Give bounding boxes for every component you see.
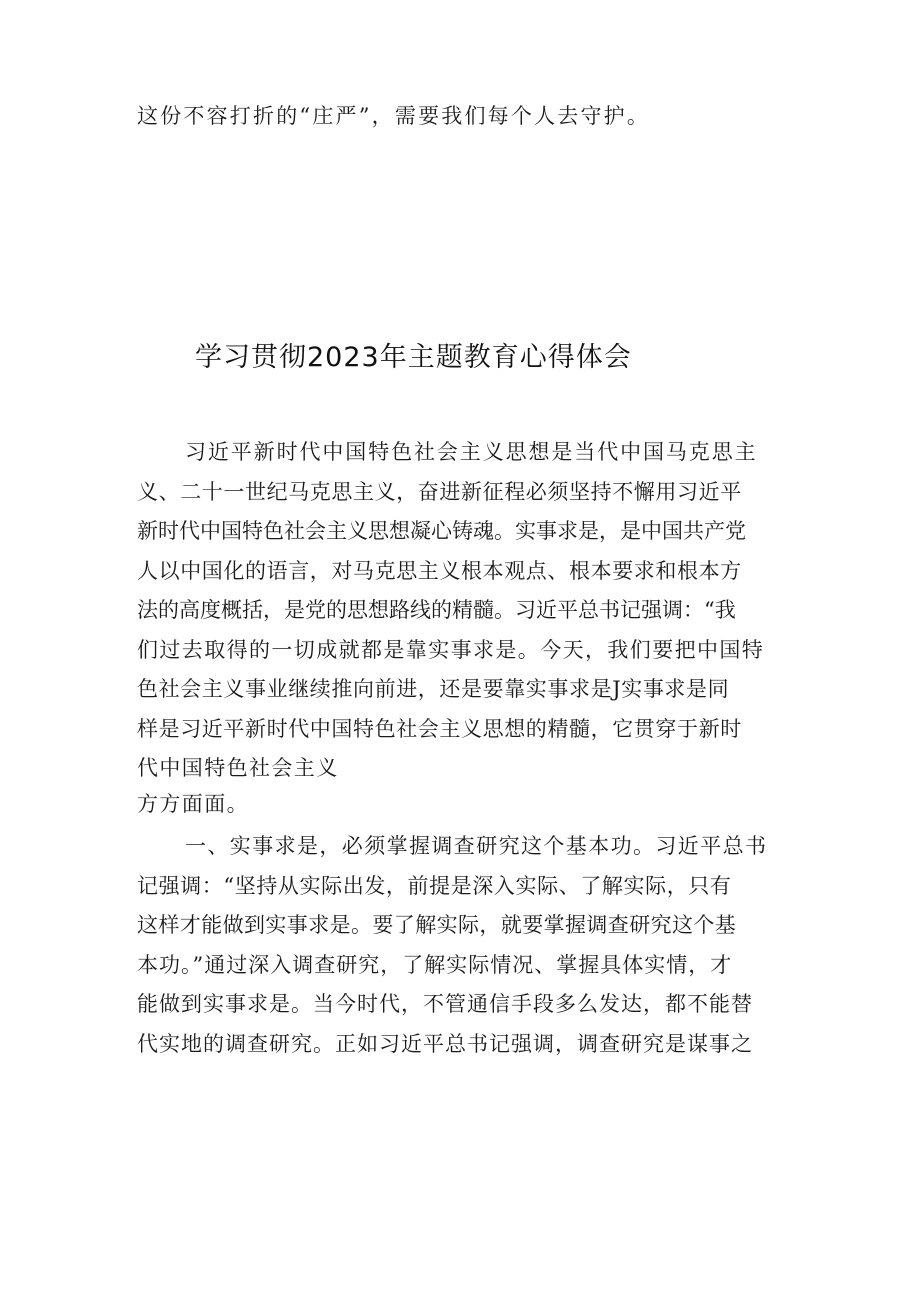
paragraph-line: 习近平新时代中国特色社会主义思想是当代中国马克思主 bbox=[185, 440, 758, 464]
paragraph-line: 法的高度概括，是党的思想路线的精髓。习近平总书记强调：“我 bbox=[137, 598, 736, 622]
document-title: 学习贯彻2023年主题教育心得体会 bbox=[195, 342, 632, 373]
paragraph-line: 新时代中国特色社会主义思想凝心铸魂。实事求是，是中国共产党 bbox=[137, 519, 746, 543]
paragraph-line: 一、实事求是，必须掌握调查研究这个基本功。习近平总书 bbox=[185, 834, 768, 858]
paragraph-line: 记强调：“坚持从实际出发，前提是深入实际、了解实际，只有 bbox=[137, 874, 732, 898]
paragraph-line: 人以中国化的语言，对马克思主义根本观点、根本要求和根本方 bbox=[137, 559, 742, 583]
paragraph-line: 们过去取得的一切成就都是靠实事求是。今天，我们要把中国特 bbox=[137, 638, 765, 662]
top-line: 这份不容打折的“庄严”，需要我们每个人去守护。 bbox=[137, 104, 651, 128]
paragraph-line: 这样才能做到实事求是。要了解实际，就要掌握调查研究这个基 bbox=[137, 913, 737, 937]
paragraph-line: 样是习近平新时代中国特色社会主义思想的精髓，它贯穿于新时 bbox=[137, 717, 742, 741]
paragraph-line: 本功。”通过深入调查研究，了解实际情况、掌握具体实情，才 bbox=[137, 953, 733, 977]
paragraph-line: 色社会主义事业继续推向前进，还是要靠实事求是J实事求是同 bbox=[137, 677, 730, 701]
paragraph-line: 代实地的调查研究。正如习近平总书记强调，调查研究是谋事之 bbox=[137, 1032, 753, 1056]
paragraph-line: 方方面面。 bbox=[137, 792, 249, 816]
paragraph-line: 义、二十一世纪马克思主义，奋进新征程必须坚持不懈用习近平 bbox=[137, 480, 742, 504]
paragraph-line: 能做到实事求是。当今时代，不管通信手段多么发达，都不能替 bbox=[137, 992, 753, 1016]
paragraph-line: 代中国特色社会主义 bbox=[137, 756, 339, 780]
